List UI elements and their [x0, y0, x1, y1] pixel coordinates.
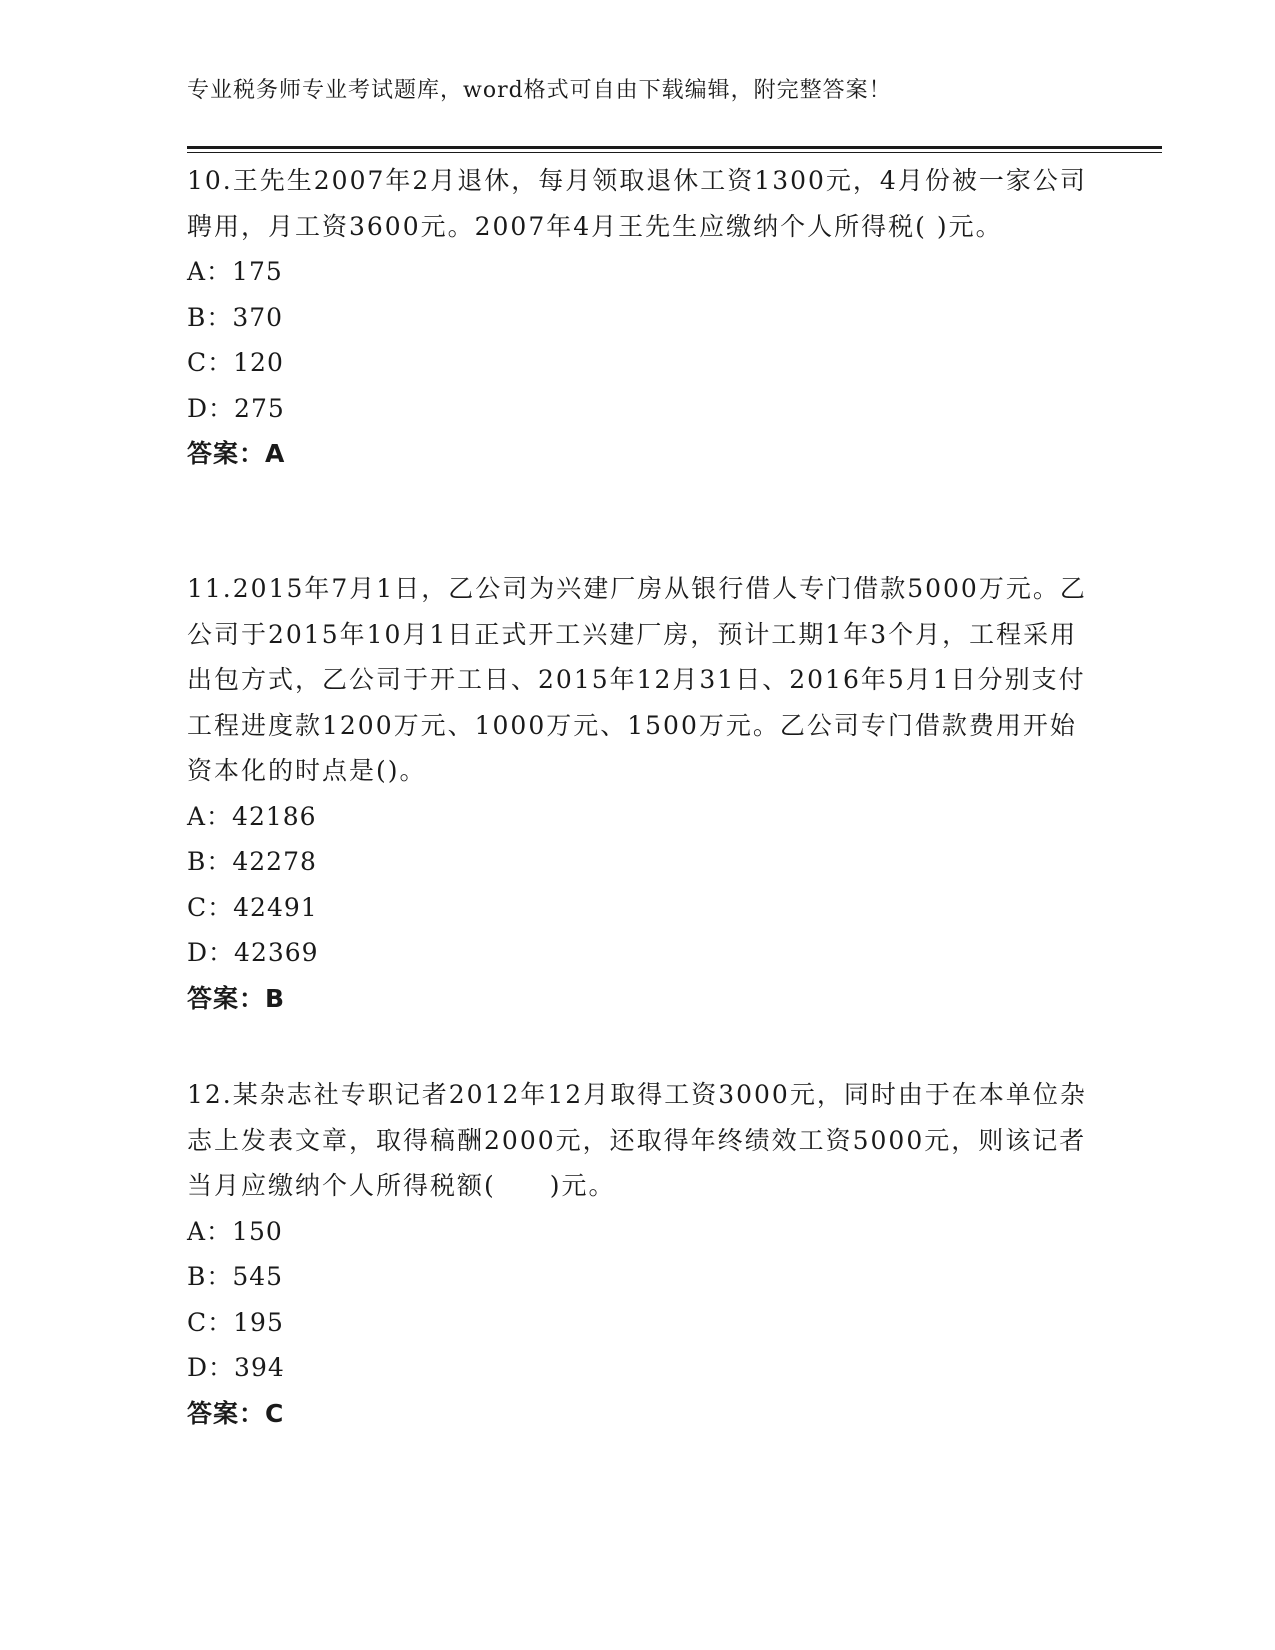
answer-line: 答案：A	[187, 439, 286, 468]
option-a: A：175	[187, 257, 283, 286]
option-d: D：42369	[187, 938, 319, 967]
question-stem: 11.2015年7月1日，乙公司为兴建厂房从银行借人专门借款5000万元。乙公司于2015年10月1日正式开工兴建厂房，预计工期1年3个月，工程采用出包方式，乙公司于开工日、2015年12月31日、2016年5月1日分别支付工程进度款1200万元、1000万元、1500万元。乙公司专门借款费用开始资本化的时点是()。	[187, 574, 1087, 785]
option-a: A：150	[187, 1216, 283, 1246]
question-10	[187, 158, 1087, 477]
option-d: D：275	[187, 393, 285, 423]
option-b: B：370	[187, 302, 284, 332]
document-header: 专业税务师专业考试题库，word格式可自由下载编辑，附完整答案！	[187, 78, 892, 103]
question-12	[187, 1072, 1087, 1436]
question-stem: 10.王先生2007年2月退休，每月领取退休工资1300元，4月份被一家公司聘用，月工资3600元。2007年4月王先生应缴纳个人所得税( )元。	[187, 166, 1087, 241]
option-a: A：42186	[187, 801, 317, 831]
header-divider-thick	[187, 146, 1162, 149]
question-11	[187, 566, 1087, 1021]
question-stem: 12.某杂志社专职记者2012年12月取得工资3000元，同时由于在本单位杂志上发表文章，取得稿酬2000元，还取得年终绩效工资5000元，则该记者当月应缴纳个人所得税额( )元。	[187, 1080, 1087, 1200]
option-d: D：394	[187, 1353, 285, 1382]
header-divider-thin	[187, 152, 1162, 153]
option-b: B：545	[187, 1262, 284, 1291]
answer-line: 答案：B	[187, 983, 286, 1013]
answer-line: 答案：C	[187, 1398, 285, 1428]
option-c: C：120	[187, 348, 284, 377]
option-c: C：195	[187, 1307, 284, 1337]
option-b: B：42278	[187, 847, 317, 876]
option-c: C：42491	[187, 892, 318, 922]
